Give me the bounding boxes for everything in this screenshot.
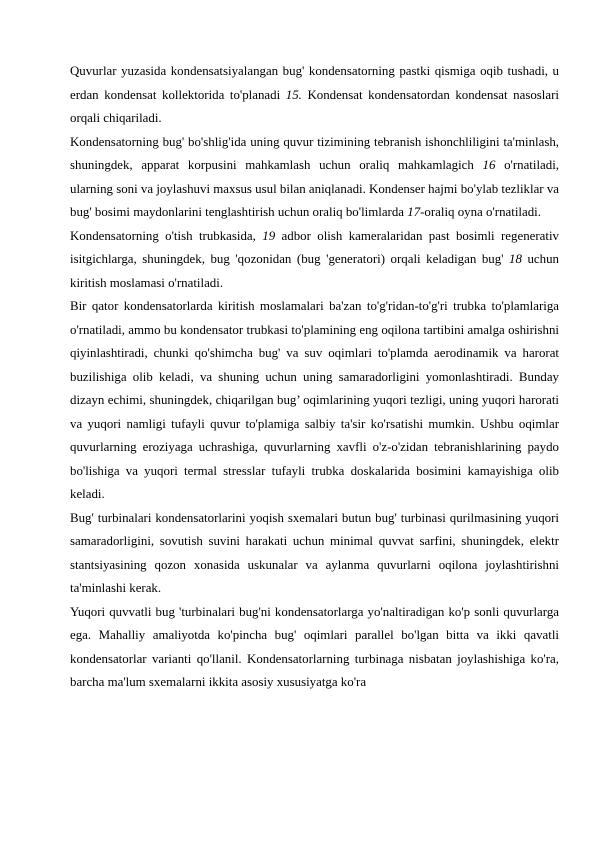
paragraph-intermediate-supports	[70, 131, 559, 225]
paragraph-text: Kondensatorning o'tish trubkasida,	[70, 228, 263, 243]
paragraph-text: Kondensatorning bug' bo'shlig'ida uning quvur tizimining tebranish ishonchliligini ta'minlash, shuningdek, apparat korpusini mahkamlash uchun oraliq mahkamlagich	[70, 134, 559, 172]
figure-reference: 17	[407, 205, 421, 219]
paragraph-tube-bundle-effects	[70, 295, 559, 507]
paragraph-text: uchun kiritish moslamasi o'rnatiladi.	[70, 252, 559, 290]
paragraph-inlet-device	[70, 225, 559, 296]
paragraph-text: Bug' turbinalari kondensatorlarini yoqish sxemalari butun bug' turbinasi qurilmasining yuqori samaradorligini, sovutish suvini harakati uchun minimal quvvat sarfini, shuningdek, elektr stantsiyasining qozon xonasida uskunalar va aylanma quvurlarni oqilona joylashtirishni ta'minlashi kerak.	[70, 510, 559, 595]
paragraph-text: o'rnatiladi, ularning soni va joylashuvi maxsus usul bilan aniqlanadi. Kondenser hajmi bo'ylab tezliklar va bug' bosimi maydonlarini tenglashtirish uchun oraliq bo'limlarda	[70, 158, 560, 219]
paragraph-text: Yuqori quvvatli bug 'turbinalari bug'ni kondensatorlarga yo'naltiradigan ko'p sonli quvurlarga ega. Mahalliy amaliyotda ko'pincha bug' oqimlari parallel bo'lgan bitta va ikki qavatli kondensatorlar varianti qo'llanil. Kondensatorlarning turbinaga nisbatan joylashishiga ko'ra, barcha ma'lum sxemalarni ikkita asosiy xususiyatga ko'ra	[70, 604, 559, 689]
figure-reference: 19	[262, 228, 276, 243]
paragraph-text: adbor olish kameralaridan past bosimli regenerativ isitgichlarga, shuningdek, bug 'qozonidan (bug 'generatori) orqali keladigan bug'	[70, 228, 559, 266]
paragraph-text: Quvurlar yuzasida kondensatsiyalangan bug' kondensatorning pastki qismiga oqib tushadi, u erdan kondensat kollektorida to'planadi	[70, 64, 559, 102]
paragraph-high-power-turbines	[70, 601, 559, 695]
paragraph-text: -oraliq oyna o'rnatiladi.	[420, 205, 541, 219]
paragraph-text: Kondensat kondensatordan kondensat nasoslari orqali chiqariladi.	[70, 87, 559, 125]
figure-reference: 16	[482, 158, 496, 172]
paragraph-connection-schemes	[70, 507, 559, 601]
paragraph-condensate-collection	[70, 60, 559, 131]
figure-reference: 18	[509, 252, 522, 266]
figure-reference: 15.	[285, 87, 302, 102]
paragraph-text: Bir qator kondensatorlarda kiritish moslamalari ba'zan to'g'ridan-to'g'ri trubka to'plamlariga o'rnatiladi, ammo bu kondensator trubkasi to'plamining eng oqilona tartibini amalga oshirishni qiyinlashtiradi, chunki qo'shimcha bug' va suv oqimlari to'plamda aerodinamik va harorat buzilishiga olib keladi, va shuning uchun uning samaradorligini yomonlashtiradi. Bunday dizayn echimi, shuningdek, chiqarilgan bug’ oqimlarining yuqori tezligi, uning yuqori harorati va yuqori namligi tufayli quvur to'plamiga salbiy ta'sir ko'rsatishi mumkin. Ushbu oqimlar quvurlarning eroziyaga uchrashiga, quvurlarning xavfli o'z-o'zidan tebranishlarining paydo bo'lishiga va yuqori termal stresslar tufayli trubka doskalarida bosimini kamayishiga olib keladi.	[70, 299, 559, 501]
document-page	[70, 60, 559, 695]
